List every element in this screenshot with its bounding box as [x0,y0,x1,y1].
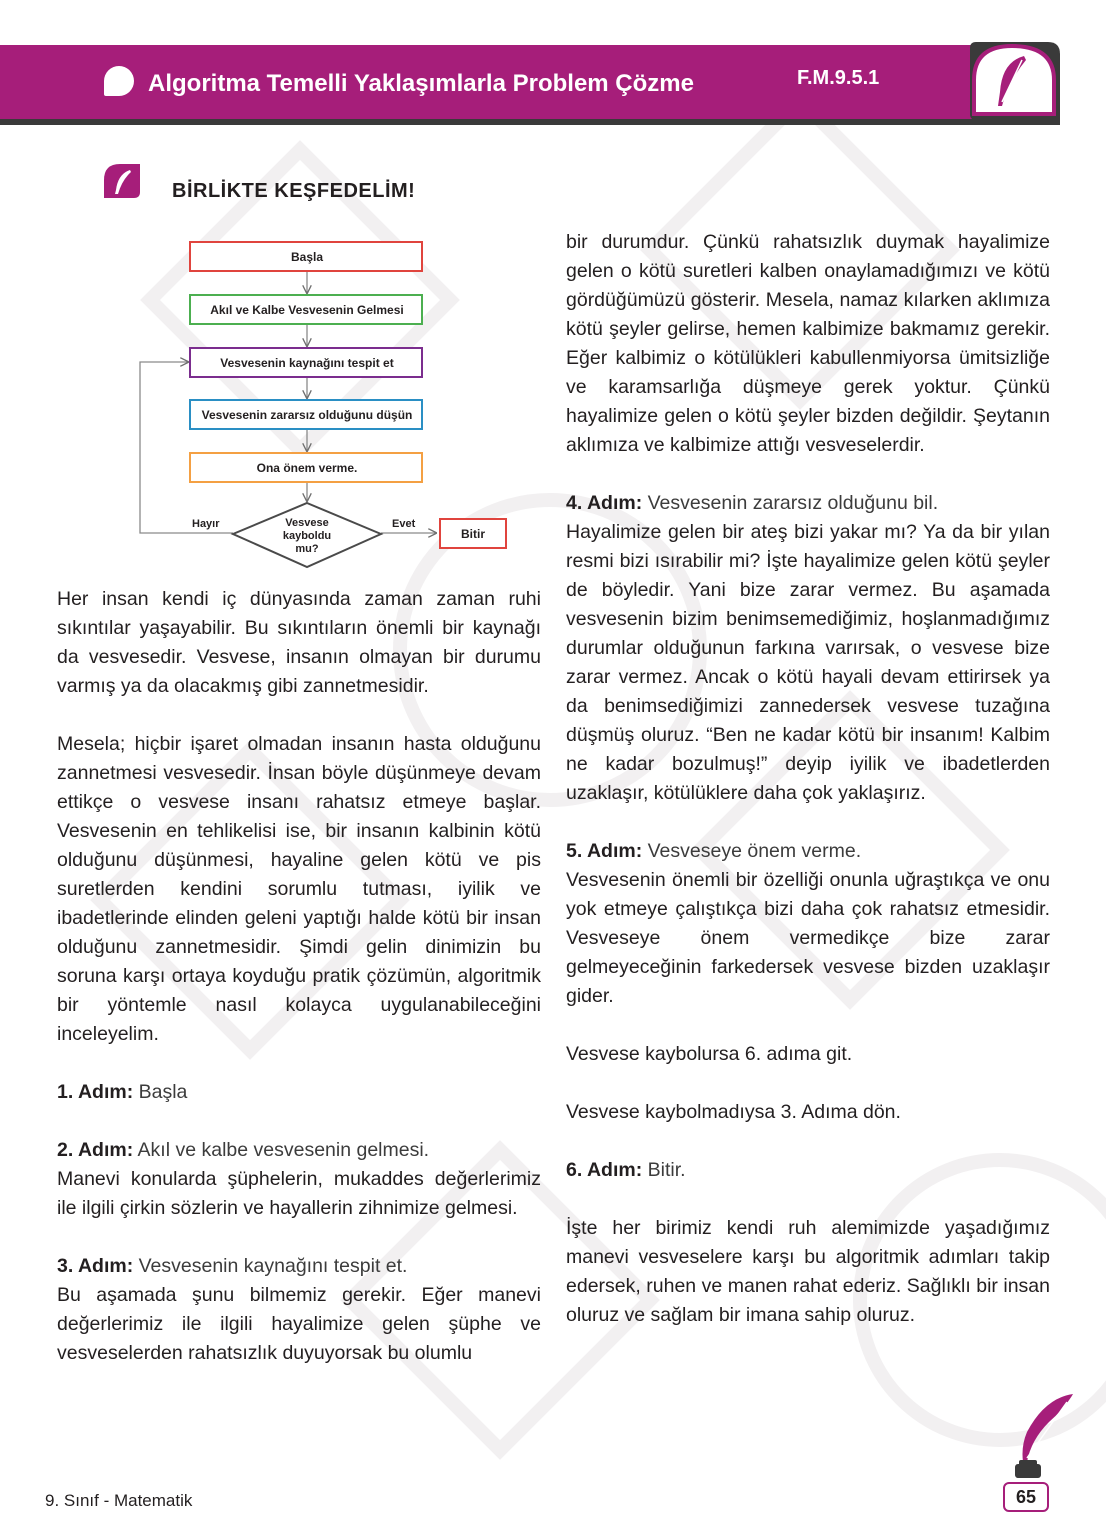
step-3 [57,1252,541,1281]
flow-step4-label: Vesvesenin zararsız olduğunu düşün [201,408,413,422]
paragraph: Vesvese kaybolursa 6. adıma git. [566,1043,853,1065]
paragraph: Manevi konularda şüphelerin, mukaddes değerlerimiz ile ilgili çirkin sözlerin ve hayallerin zihnimize gelmesi. [57,1168,541,1219]
step-title: Bitir. [647,1159,686,1181]
step-label: 4. Adım: [566,492,643,514]
header-bullet-icon [104,66,134,96]
curriculum-code: F.M.9.5.1 [797,67,880,89]
right-column [566,228,1050,1330]
step-title: Vesveseye önem verme. [647,840,862,862]
step-title: Vesvesenin zararsız olduğunu bil. [647,492,939,514]
step-1 [57,1078,541,1107]
flow-no-label: Hayır [192,518,220,530]
step-title: Vesvesenin kaynağını tespit et. [138,1255,408,1277]
flow-step5-label: Ona önem verme. [256,461,358,475]
step-label: 5. Adım: [566,840,643,862]
flow-decision-line2: kayboldu [282,530,332,542]
flow-end-label: Bitir [461,527,485,541]
step-label: 2. Adım: [57,1139,134,1161]
flow-decision-line3: mu? [295,543,319,555]
section-title: BİRLİKTE KEŞFEDELİM! [172,180,416,202]
paragraph: bir durumdur. Çünkü rahatsızlık duymak hayalimize gelen o kötü suretleri kalben onaylamadığımızı ve kötü gördüğümüzü gösterir. Mesela, namaz kılarken aklımıza kötü şeyler gelirse, hemen kalbimize bakmamız gerekir. Eğer kalbimiz o kötülükleri kabullenmiyorsa ümitsizliğe ve karamsarlığa düşmeye gerek yoktur. Çünkü hayalimize gelen o kötü şeyler bizden değildir. Şeytanın aklımıza ve kalbimize attığı vesveselerdir. [566,231,1050,456]
step-2 [57,1136,541,1165]
step-5 [566,837,1050,866]
flow-decision-line1: Vesvese [285,517,329,529]
paragraph: Her insan kendi iç dünyasında zaman zaman ruhi sıkıntılar yaşayabilir. Bu sıkıntıların önemli bir kaynağı da vesvesedir. Vesvese, insanın olmayan bir durumu varmış ya da olacakmış gibi zannetmesidir. [57,588,541,697]
footer-course-label: 9. Sınıf - Matematik [45,1491,193,1510]
paragraph: Bu aşamada şunu bilmemiz gerekir. Eğer manevi değerlerimiz ile ilgili hayalimize gelen şüphe ve vesveselerden rahatsızlık duyuyorsak bu olumlu [57,1284,541,1364]
flow-yes-label: Evet [392,518,416,530]
step-label: 1. Adım: [57,1081,134,1103]
paragraph: Vesvese kaybolmadıysa 3. Adıma dön. [566,1101,901,1123]
step-label: 3. Adım: [57,1255,134,1277]
header-shadow [0,119,1060,125]
left-column [57,585,541,1368]
paragraph: Mesela; hiçbir işaret olmadan insanın hasta olduğunu zannetmesi vesvesedir. İnsan böyle düşünmeye devam ettikçe o vesvese insanı rahatsız etmeye başlar. Vesvesenin en tehlikelisi ise, bir insanın kalbinin kötü olduğunu düşünmesi, hayaline gelen kötü ve pis suretlerden kendini sorumlu tutması, iyilik ve ibadetlerinde elinden geleni yaptığı halde kötü bir insan olduğunu zannetmesidir. Şimdi gelin dinimizin bu soruna karşı ortaya koyduğu pratik çözümün, algoritmik bir yöntemle nasıl kolayca uygulanabileceğini inceleyelim. [57,733,541,1045]
flow-start-label: Başla [290,250,324,264]
step-title: Akıl ve kalbe vesvesenin gelmesi. [137,1139,430,1161]
step-4 [566,489,1050,518]
step-label: 6. Adım: [566,1159,643,1181]
page-number: 65 [1003,1482,1049,1512]
step-title: Başla [138,1081,188,1103]
paragraph: Hayalimize gelen bir ateş bizi yakar mı? Ya da bir yılan resmi bizi ısırabilir mi? İşte hayalimize gelen kötü şeyler de böyledir. Yani bize zarar vermez. Bu aşamada vesvesenin bizim benimsemediğimiz, hoşlanmadığımız durumlar olduğunun farkına varırsak, o vesvese bize zarar vermez. Ancak o kötü hayali devam ettirirsek ya da benimsediğimizi zannedersek vesvese tuzağına düşmüş oluruz. “Ben ne kadar kötü bir insanım! Kalbim ne kadar bozulmuş!” deyip iyilik ve ibadetlerden uzaklaşır, kötülüklere daha çok yaklaşırız. [566,521,1050,804]
flow-step2-label: Akıl ve Kalbe Vesvesenin Gelmesi [210,303,404,317]
paragraph: İşte her birimiz kendi ruh alemimizde yaşadığımız manevi vesveselere karşı bu algoritmik adımları takip edersek, ruhen ve manen rahat ederiz. Sağlıklı bir insan oluruz ve sağlam bir imana sahip oluruz. [566,1217,1050,1326]
step-6 [566,1156,1050,1185]
vesvese-flowchart [130,235,530,575]
section-quill-icon [100,162,144,200]
flow-step3-label: Vesvesenin kaynağını tespit et [220,356,394,370]
quill-badge-icon [962,40,1062,122]
quill-ink-icon [1005,1392,1080,1482]
paragraph: Vesvesenin önemli bir özelliği onunla uğraştıkça ve onu yok etmeye çalıştıkça bizi daha çok rahatsız etmesidir. Vesveseye önem vermedikçe bize zarar gelmeyeceğinin farkedersek vesvese bizden uzaklaşır gider. [566,869,1050,1007]
page-title: Algoritma Temelli Yaklaşımlarla Problem Çözme [148,70,694,97]
